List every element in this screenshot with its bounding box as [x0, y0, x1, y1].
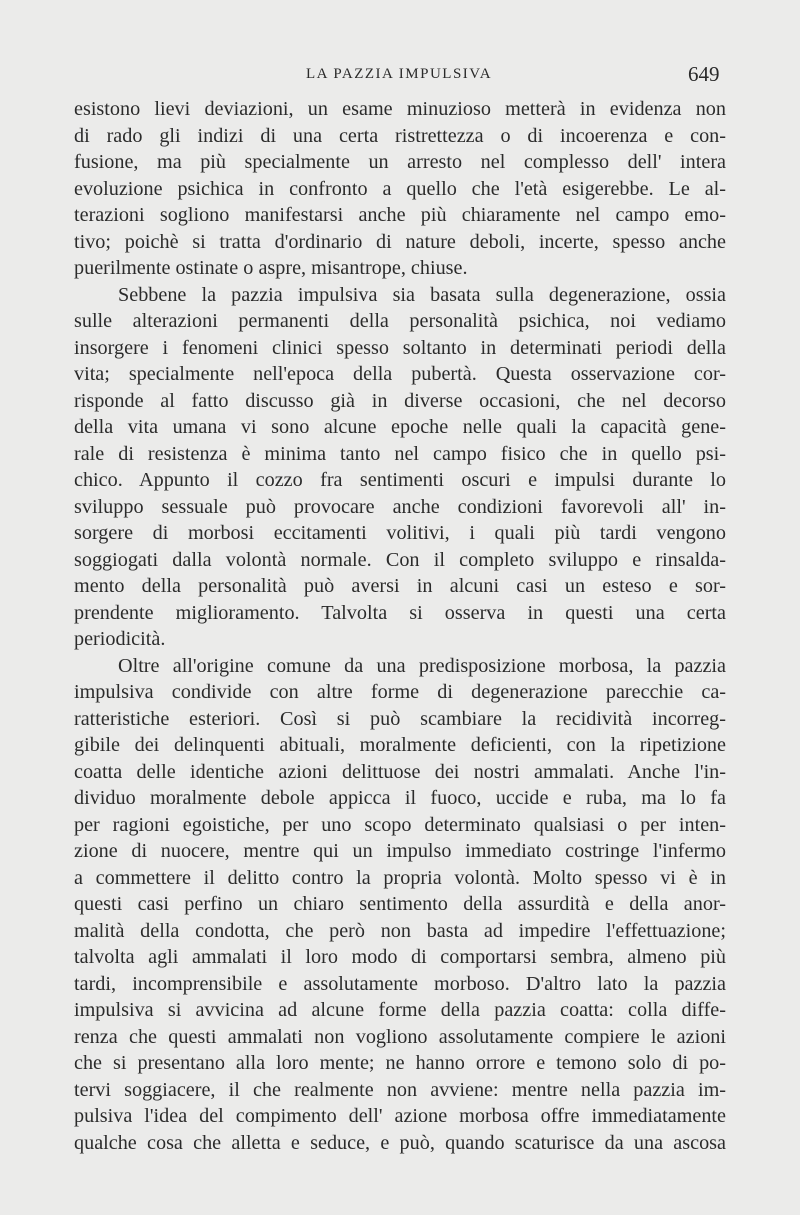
text-line: malità della condotta, che però non basta ad impedire l'effettuazione;	[74, 919, 726, 942]
text-line: per ragioni egoistiche, per uno scopo determinato qualsiasi o per inten-	[74, 813, 726, 836]
text-line: tervi soggiacere, il che realmente non avviene: mentre nella pazzia im-	[74, 1078, 726, 1101]
text-line: rale di resistenza è minima tanto nel campo fisico che in quello psi-	[74, 442, 726, 465]
text-line: esistono lievi deviazioni, un esame minuzioso metterà in evidenza non	[74, 98, 726, 120]
running-title: LA PAZZIA IMPULSIVA	[306, 66, 493, 82]
text-line: di rado gli indizi di una certa ristrettezza o di incoerenza e con-	[74, 124, 726, 147]
text-line: prendente miglioramento. Talvolta si osserva in questi una certa	[74, 601, 726, 624]
text-line: sviluppo sessuale può provocare anche condizioni favorevoli all' in-	[74, 495, 726, 518]
text-line: della vita umana vi sono alcune epoche nelle quali la capacità gene-	[74, 416, 726, 438]
text-line: talvolta agli ammalati il loro modo di comportarsi sembra, almeno più	[74, 946, 726, 968]
text-line: mento della personalità può aversi in alcuni casi un esteso e sor-	[74, 575, 726, 597]
text-line: ratteristiche esteriori. Così si può scambiare la recidività incorreg-	[74, 707, 726, 730]
text-line: evoluzione psichica in confronto a quello che l'età esigerebbe. Le al-	[74, 177, 726, 200]
text-line: pulsiva l'idea del compimento dell' azione morbosa offre immediatamente	[74, 1105, 726, 1127]
text-line: zione di nuocere, mentre qui un impulso immediato costringe l'infermo	[74, 840, 726, 862]
text-line: insorgere i fenomeni clinici spesso soltanto in determinati periodi della	[74, 336, 726, 359]
text-line: gibile dei delinquenti abituali, moralmente deficienti, con la ripetizione	[74, 734, 726, 756]
text-line: questi casi perfino un chiaro sentimento della assurdità e della anor-	[74, 893, 726, 915]
text-line: che si presentano alla loro mente; ne hanno orrore e temono solo di po-	[74, 1052, 726, 1074]
text-line: periodicità.	[74, 628, 166, 650]
text-line: a commettere il delitto contro la propria volontà. Molto spesso vi è in	[74, 866, 726, 889]
text-line: terazioni sogliono manifestarsi anche più chiaramente nel campo emo-	[74, 204, 726, 226]
paragraph-2	[74, 282, 726, 653]
text-line: impulsiva si avvicina ad alcune forme della pazzia coatta: colla diffe-	[74, 999, 726, 1021]
text-line: fusione, ma più specialmente un arresto nel complesso dell' intera	[74, 151, 726, 173]
text-line: Oltre all'origine comune da una predisposizione morbosa, la pazzia	[118, 654, 726, 677]
text-line: risponde al fatto discusso già in diverse occasioni, che nel decorso	[74, 389, 726, 412]
text-line: qualche cosa che alletta e seduce, e può, quando scaturisce da una ascosa	[74, 1131, 726, 1154]
text-line: puerilmente ostinate o aspre, misantrope, chiuse.	[74, 257, 468, 279]
text-line: coatta delle identiche azioni delittuose dei nostri ammalati. Anche l'in-	[74, 760, 726, 783]
text-line: soggiogati dalla volontà normale. Con il completo sviluppo e rinsalda-	[74, 548, 726, 571]
text-line: tivo; poichè si tratta d'ordinario di nature deboli, incerte, spesso anche	[74, 230, 726, 253]
body-text	[74, 96, 726, 1156]
text-line: dividuo moralmente debole appicca il fuoco, uccide e ruba, ma lo fa	[74, 787, 726, 809]
page-number: 649	[688, 62, 720, 86]
text-line: sorgere di morbosi eccitamenti volitivi, i quali più tardi vengono	[74, 522, 726, 544]
text-line: chico. Appunto il cozzo fra sentimenti oscuri e impulsi durante lo	[74, 469, 726, 491]
paragraph-1	[74, 96, 726, 282]
paragraph-3	[74, 653, 726, 1157]
text-line: vita; specialmente nell'epoca della pubertà. Questa osservazione cor-	[74, 363, 726, 385]
text-line: renza che questi ammalati non vogliono assolutamente compiere le azioni	[74, 1025, 726, 1048]
text-line: impulsiva condivide con altre forme di degenerazione parecchie ca-	[74, 681, 726, 703]
text-line: sulle alterazioni permanenti della personalità psichica, noi vediamo	[74, 310, 726, 332]
text-line: tardi, incomprensibile e assolutamente morboso. D'altro lato la pazzia	[74, 972, 726, 995]
text-line: Sebbene la pazzia impulsiva sia basata sulla degenerazione, ossia	[118, 283, 726, 306]
page-header	[0, 62, 800, 88]
